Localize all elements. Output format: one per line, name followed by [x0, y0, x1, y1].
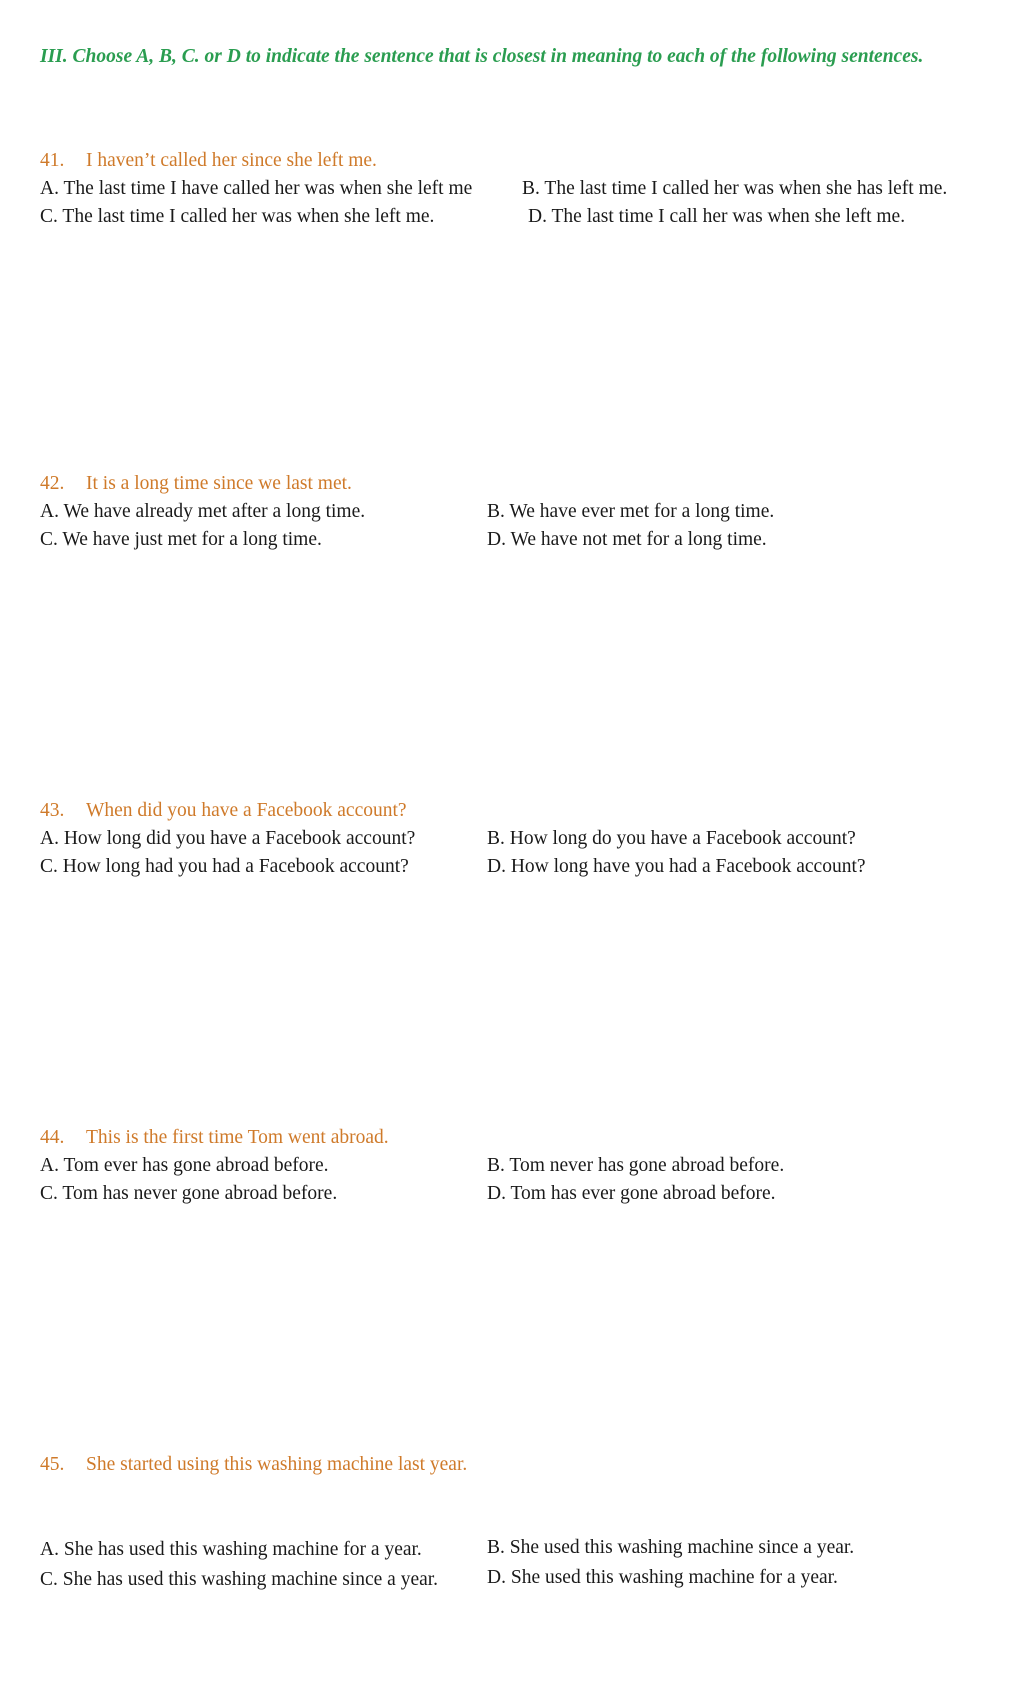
- question-number: 42.: [40, 473, 65, 494]
- option-letter: B.: [487, 1155, 505, 1176]
- question-stem: [40, 1124, 1000, 1152]
- section-instruction: III. Choose A, B, C. or D to indicate the sentence that is closest in meaning to each of the following sentences.: [40, 46, 924, 67]
- spacer: [40, 1479, 1000, 1536]
- option-letter: D.: [487, 1567, 506, 1588]
- question-43: [40, 797, 1000, 881]
- option-letter: B.: [522, 178, 540, 199]
- question-45: [40, 1451, 1000, 1594]
- option-text: She used this washing machine since a year.: [509, 1537, 855, 1558]
- option-text: Tom never has gone abroad before.: [509, 1155, 785, 1176]
- option-d[interactable]: [487, 1180, 776, 1208]
- option-d[interactable]: [528, 203, 905, 231]
- option-letter: C.: [40, 206, 58, 227]
- option-row: [40, 526, 1000, 554]
- option-c[interactable]: [40, 1180, 337, 1208]
- option-text: How long have you had a Facebook account?: [510, 856, 866, 877]
- question-text: This is the first time Tom went abroad.: [86, 1127, 389, 1148]
- option-letter: C.: [40, 1183, 58, 1204]
- option-text: We have ever met for a long time.: [509, 501, 775, 522]
- question-stem: [40, 147, 1000, 175]
- option-b[interactable]: [487, 825, 856, 853]
- option-letter: A.: [40, 178, 59, 199]
- option-text: The last time I have called her was when she left me: [63, 178, 473, 199]
- question-42: [40, 470, 1000, 554]
- option-d[interactable]: [487, 853, 866, 881]
- option-text: How long do you have a Facebook account?: [509, 828, 856, 849]
- option-letter: B.: [487, 1537, 505, 1558]
- option-row: [40, 203, 1000, 231]
- question-44: [40, 1124, 1000, 1208]
- option-b[interactable]: [487, 498, 774, 526]
- option-c[interactable]: [40, 203, 434, 231]
- option-a[interactable]: [40, 825, 415, 853]
- question-stem: [40, 1451, 1000, 1479]
- option-letter: D.: [528, 206, 547, 227]
- option-letter: B.: [487, 501, 505, 522]
- option-letter: A.: [40, 1539, 59, 1560]
- option-c[interactable]: [40, 853, 409, 881]
- question-stem: [40, 470, 1000, 498]
- option-a[interactable]: [40, 498, 365, 526]
- option-text: The last time I called her was when she left me.: [62, 206, 435, 227]
- option-b[interactable]: [487, 1152, 784, 1180]
- option-c[interactable]: [40, 526, 322, 554]
- option-text: Tom ever has gone abroad before.: [63, 1155, 329, 1176]
- question-text: It is a long time since we last met.: [86, 473, 352, 494]
- option-text: She has used this washing machine since a year.: [62, 1569, 439, 1590]
- option-row: [40, 1180, 1000, 1208]
- option-a[interactable]: [40, 1152, 329, 1180]
- option-text: How long had you had a Facebook account?: [62, 856, 409, 877]
- question-number: 45.: [40, 1454, 65, 1475]
- option-letter: C.: [40, 529, 58, 550]
- option-d[interactable]: [487, 1564, 838, 1592]
- option-letter: B.: [487, 828, 505, 849]
- option-c[interactable]: [40, 1566, 438, 1594]
- question-41: [40, 147, 1000, 231]
- question-text: I haven’t called her since she left me.: [86, 150, 377, 171]
- option-text: The last time I called her was when she has left me.: [544, 178, 948, 199]
- option-row: [40, 1536, 1000, 1566]
- option-letter: A.: [40, 828, 59, 849]
- question-number: 43.: [40, 800, 65, 821]
- option-letter: C.: [40, 1569, 58, 1590]
- option-row: [40, 1152, 1000, 1180]
- option-text: Tom has never gone abroad before.: [62, 1183, 338, 1204]
- option-row: [40, 175, 1000, 203]
- option-text: She has used this washing machine for a year.: [63, 1539, 422, 1560]
- option-letter: C.: [40, 856, 58, 877]
- option-letter: D.: [487, 856, 506, 877]
- option-text: She used this washing machine for a year.: [510, 1567, 838, 1588]
- option-b[interactable]: [487, 1534, 854, 1562]
- question-number: 44.: [40, 1127, 65, 1148]
- option-text: The last time I call her was when she left me.: [551, 206, 906, 227]
- question-text: She started using this washing machine last year.: [86, 1454, 468, 1475]
- question-number: 41.: [40, 150, 65, 171]
- question-stem: [40, 797, 1000, 825]
- option-row: [40, 1566, 1000, 1594]
- option-a[interactable]: [40, 175, 472, 203]
- option-text: We have not met for a long time.: [510, 529, 767, 550]
- option-letter: A.: [40, 501, 59, 522]
- option-b[interactable]: [522, 175, 947, 203]
- option-text: Tom has ever gone abroad before.: [510, 1183, 776, 1204]
- option-letter: D.: [487, 529, 506, 550]
- option-row: [40, 825, 1000, 853]
- option-d[interactable]: [487, 526, 767, 554]
- option-row: [40, 853, 1000, 881]
- question-text: When did you have a Facebook account?: [86, 800, 407, 821]
- option-letter: A.: [40, 1155, 59, 1176]
- option-letter: D.: [487, 1183, 506, 1204]
- option-text: We have just met for a long time.: [62, 529, 322, 550]
- option-a[interactable]: [40, 1536, 422, 1564]
- option-text: We have already met after a long time.: [63, 501, 366, 522]
- option-row: [40, 498, 1000, 526]
- option-text: How long did you have a Facebook account?: [63, 828, 416, 849]
